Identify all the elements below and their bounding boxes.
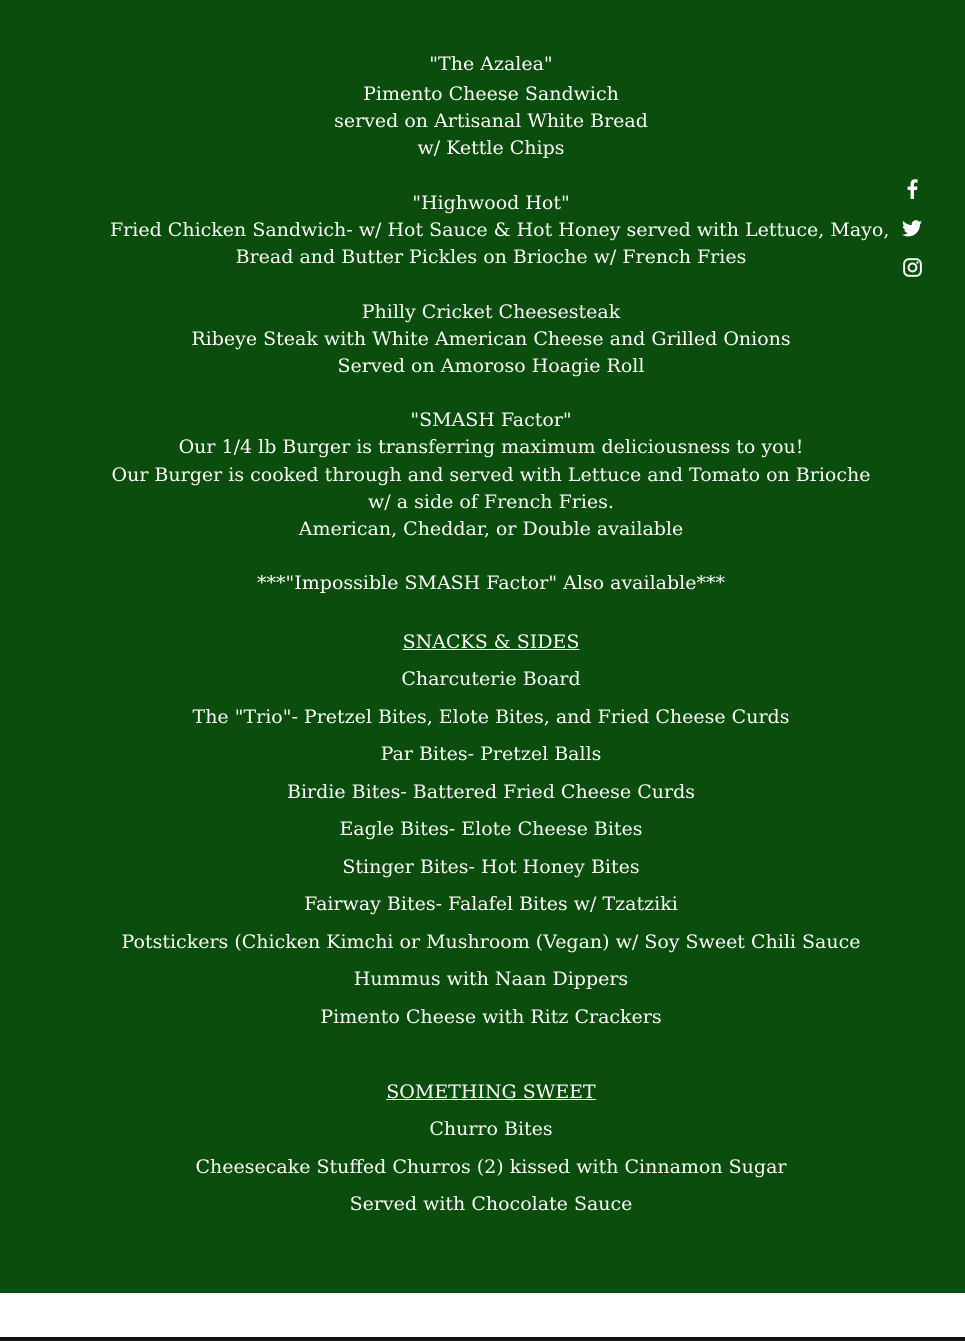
menu-item-note: ***"Impossible SMASH Factor" Also available***	[257, 572, 725, 594]
instagram-icon[interactable]	[897, 254, 927, 280]
snack-item: Potstickers (Chicken Kimchi or Mushroom (Vegan) w/ Soy Sweet Chili Sauce	[121, 931, 861, 953]
snack-item: Fairway Bites- Falafel Bites w/ Tzatziki	[304, 893, 678, 915]
bottom-bar	[0, 1337, 965, 1341]
menu-item-title: "Highwood Hot"	[412, 192, 570, 214]
menu-item-line: Served on Amoroso Hoagie Roll	[337, 355, 645, 377]
snack-item: Pimento Cheese with Ritz Crackers	[320, 1006, 662, 1028]
menu-item-title: "SMASH Factor"	[410, 409, 572, 431]
menu-item-line: Ribeye Steak with White American Cheese and Grilled Onions	[191, 328, 791, 350]
snack-item: Hummus with Naan Dippers	[353, 968, 629, 990]
twitter-icon[interactable]	[897, 215, 927, 241]
facebook-icon[interactable]	[897, 176, 927, 202]
menu-item-line: Pimento Cheese Sandwich	[363, 83, 619, 105]
sweet-heading: SOMETHING SWEET	[386, 1081, 596, 1103]
menu-item-line: Our 1/4 lb Burger is transferring maximum deliciousness to you!	[178, 436, 804, 458]
footer-strip	[0, 1293, 965, 1337]
menu-item-line: Fried Chicken Sandwich- w/ Hot Sauce & Hot Honey served with Lettuce, Mayo,	[110, 219, 890, 241]
snack-item: Eagle Bites- Elote Cheese Bites	[339, 818, 643, 840]
menu-item-title: Philly Cricket Cheesesteak	[361, 301, 621, 323]
menu-item-line: Bread and Butter Pickles on Brioche w/ French Fries	[235, 246, 747, 268]
sweet-item: Served with Chocolate Sauce	[349, 1193, 633, 1215]
menu-item-title: "The Azalea"	[429, 53, 553, 75]
menu-item-line: w/ Kettle Chips	[417, 137, 565, 159]
menu-item-line: American, Cheddar, or Double available	[298, 518, 684, 540]
menu-item-line: served on Artisanal White Bread	[334, 110, 648, 132]
menu-item-line: Our Burger is cooked through and served with Lettuce and Tomato on Brioche	[111, 464, 871, 486]
snacks-heading: SNACKS & SIDES	[402, 631, 580, 653]
sweet-item: Churro Bites	[429, 1118, 553, 1140]
sweet-item: Cheesecake Stuffed Churros (2) kissed with Cinnamon Sugar	[195, 1156, 787, 1178]
snack-item: Par Bites- Pretzel Balls	[380, 743, 602, 765]
snack-item: The "Trio"- Pretzel Bites, Elote Bites, and Fried Cheese Curds	[192, 706, 790, 728]
snack-item: Stinger Bites- Hot Honey Bites	[342, 856, 640, 878]
snack-item: Birdie Bites- Battered Fried Cheese Curds	[287, 781, 695, 803]
snack-item: Charcuterie Board	[401, 668, 581, 690]
menu-item-line: w/ a side of French Fries.	[368, 491, 614, 513]
